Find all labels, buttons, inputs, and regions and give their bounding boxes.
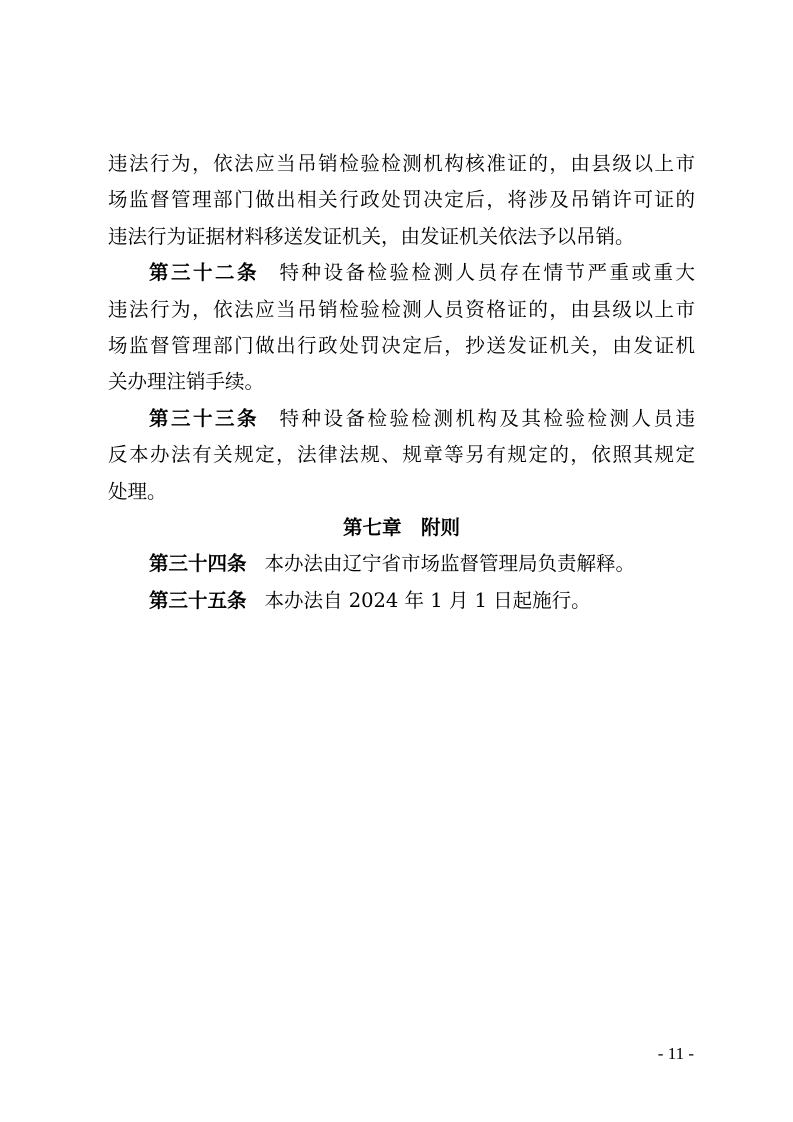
article-35-heading: 第三十五条 [149,589,247,612]
article-34-line [149,551,695,577]
article-32-line-3: 场监督管理部门做出行政处罚决定后，抄送发证机关，由发证机 [108,334,695,357]
article-32-heading: 第三十二条 [149,261,259,284]
article-33-heading: 第三十三条 [149,407,259,430]
chapter-7-title: 第七章 附则 [342,516,460,539]
article-32-line-4: 关办理注销手续。 [108,370,265,393]
article-35-text: 本办法自 2024 年 1 月 1 日起施行。 [264,589,591,612]
article-31-line-2: 场监督管理部门做出相关行政处罚决定后，将涉及吊销许可证的 [108,188,695,211]
article-33-line-2: 反本办法有关规定，法律法规、规章等另有规定的，依照其规定 [108,443,695,466]
article-33-line-3: 处理。 [108,480,167,503]
page-number: - 11 - [657,1044,694,1063]
article-34-text: 本办法由辽宁省市场监督管理局负责解释。 [264,552,636,575]
article-32-line-2: 违法行为，依法应当吊销检验检测人员资格证的，由县级以上市 [108,298,695,321]
article-31-line-1: 违法行为，依法应当吊销检验检测机构核准证的，由县级以上市 [108,152,695,175]
article-35-line [149,588,695,614]
article-33-line-1 [149,406,695,432]
article-33-text-1: 特种设备检验检测机构及其检验检测人员违 [277,407,695,430]
article-34-heading: 第三十四条 [149,552,247,575]
article-32-text-1: 特种设备检验检测人员存在情节严重或重大 [277,261,695,284]
article-31-line-3: 违法行为证据材料移送发证机关，由发证机关依法予以吊销。 [108,225,635,248]
article-32-line-1 [149,260,695,286]
